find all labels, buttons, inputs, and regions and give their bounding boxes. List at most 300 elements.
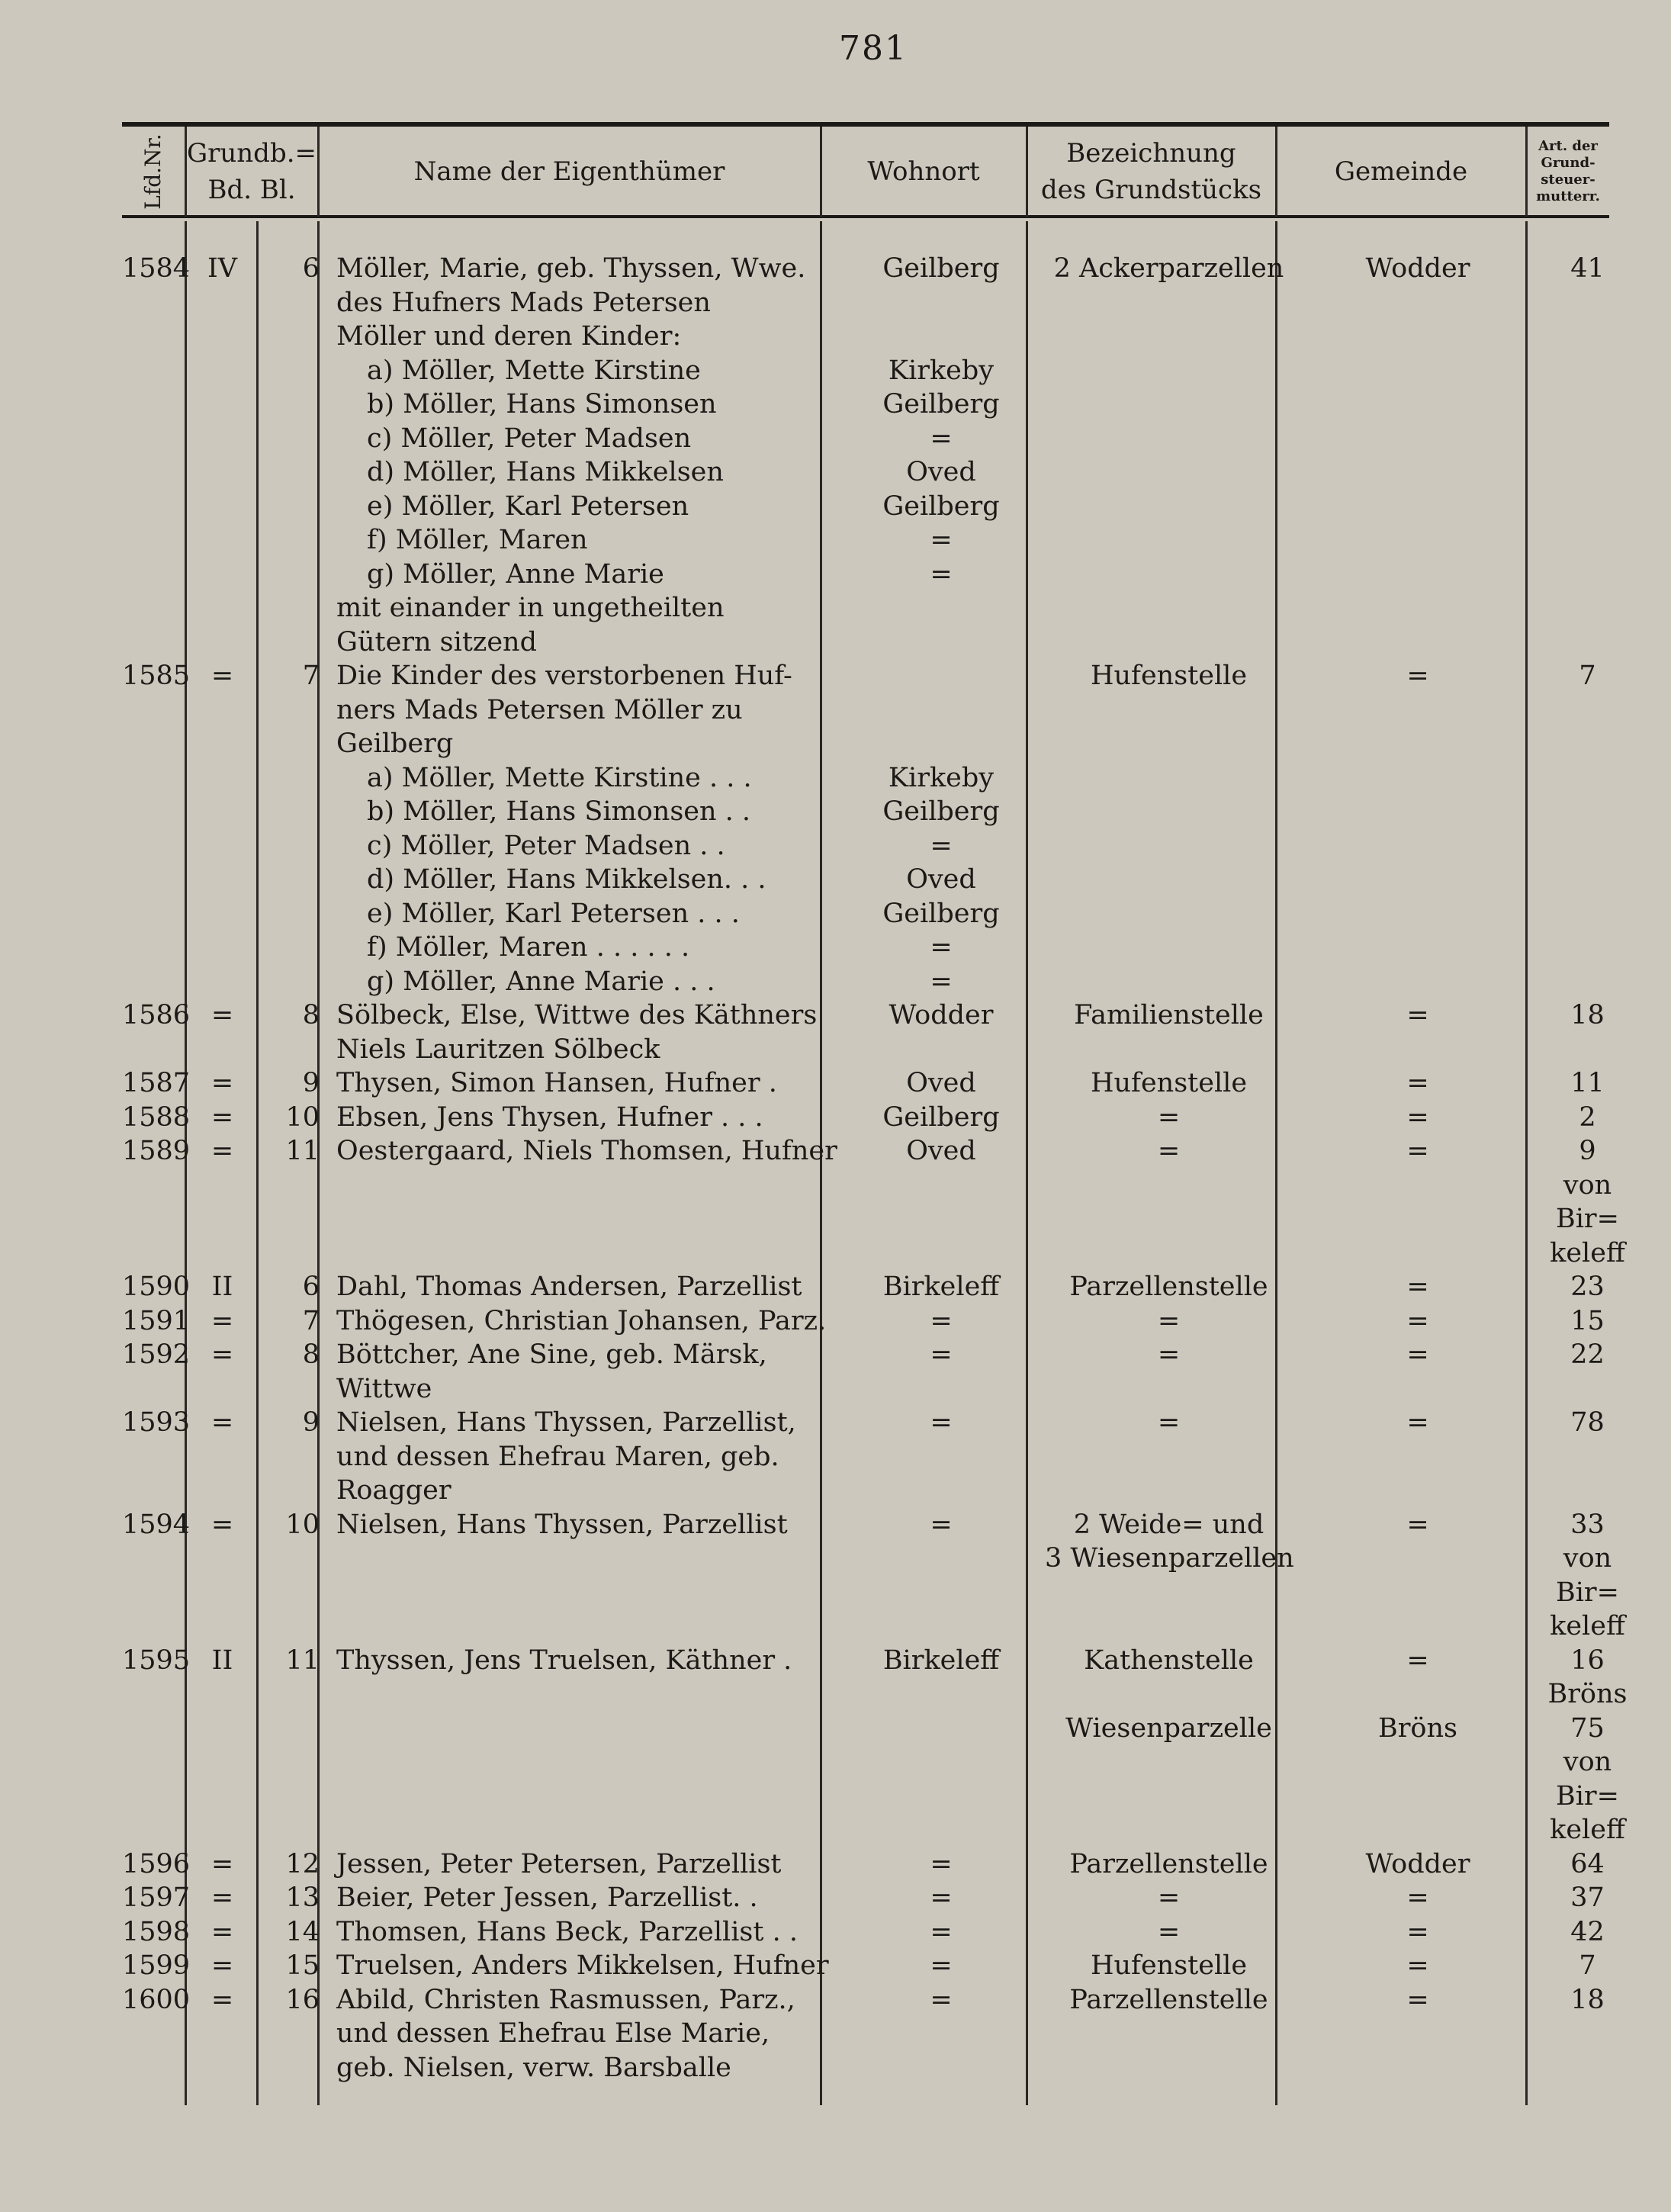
- grundbuch-band: =: [210, 1136, 234, 1166]
- grundbuch-band: IV: [207, 253, 238, 284]
- tax-article: [1543, 1270, 1632, 1304]
- grundbuch-blatt: 8: [302, 1339, 320, 1370]
- tax-article-line: 22: [1570, 1339, 1605, 1370]
- grundbuch-band: II: [211, 1645, 233, 1676]
- owner-name-line: g) Möller, Anne Marie . . .: [367, 966, 715, 997]
- municipality-line: =: [1406, 1950, 1429, 1981]
- owner-name: [327, 1101, 837, 1135]
- table-row: [122, 1644, 1632, 1712]
- header-lfd-nr: Lfd.Nr.: [140, 133, 165, 210]
- tax-article: [1543, 1066, 1632, 1101]
- residence: [837, 1915, 1045, 1950]
- residence: [837, 1406, 1045, 1508]
- table-row: [122, 1508, 1632, 1644]
- table-row: [122, 1066, 1632, 1101]
- grundbuch-band: II: [211, 1272, 233, 1302]
- owner-name-line: Wittwe: [336, 1373, 432, 1404]
- owner-name-line: mit einander in ungetheilten: [336, 593, 725, 623]
- grundbuch-blatt: 6: [302, 253, 320, 284]
- tax-article-line: von: [1563, 1747, 1612, 1777]
- grundbuch-blatt: 9: [302, 1407, 320, 1438]
- grundbuch-band: =: [210, 661, 234, 691]
- owner-name: [327, 1338, 837, 1406]
- owner-name-line: Möller und deren Kinder:: [336, 321, 682, 352]
- property-description: [1045, 1304, 1293, 1339]
- tax-article-line: 18: [1570, 1000, 1605, 1030]
- property-description-line: 3 Wiesenparzellen: [1045, 1543, 1294, 1574]
- residence: [837, 252, 1045, 659]
- property-description-line: =: [1157, 1882, 1181, 1913]
- owner-name-line: Böttcher, Ane Sine, geb. Märsk,: [336, 1339, 767, 1370]
- property-description-line: Hufenstelle: [1090, 1068, 1248, 1098]
- tax-article: [1543, 1712, 1632, 1847]
- residence-line: =: [930, 1950, 953, 1981]
- owner-name: [327, 1066, 837, 1101]
- residence-line: Geilberg: [882, 898, 1000, 929]
- header-wohnort: Wohnort: [867, 156, 980, 187]
- owner-name-line: Thomsen, Hans Beck, Parzellist . .: [336, 1916, 798, 1947]
- owner-name-line: Dahl, Thomas Andersen, Parzellist: [336, 1272, 802, 1302]
- owner-name-line: Sölbeck, Else, Wittwe des Käthners: [336, 1000, 818, 1030]
- entry-number: 1597: [122, 1882, 191, 1913]
- header-bezeichnung: Bezeichnung des Grundstücks: [1040, 138, 1262, 205]
- owner-name: [327, 998, 837, 1066]
- entry-number: 1586: [122, 1000, 191, 1030]
- residence-line: =: [930, 1509, 953, 1540]
- tax-article: [1543, 998, 1632, 1066]
- residence-line: Kirkeby: [888, 762, 995, 793]
- residence-line: =: [930, 966, 953, 997]
- residence-line: Geilberg: [882, 389, 1000, 420]
- residence-line: Geilberg: [882, 253, 1000, 284]
- table-row: [122, 659, 1632, 998]
- tax-article: [1543, 1338, 1632, 1406]
- entry-number: 1584: [122, 253, 191, 284]
- property-description: [1045, 659, 1293, 998]
- tax-article: [1543, 659, 1632, 998]
- grundbuch-blatt: 10: [285, 1509, 320, 1540]
- residence: [837, 1270, 1045, 1304]
- municipality-line: =: [1406, 1272, 1429, 1302]
- tax-article: [1543, 1101, 1632, 1135]
- residence-line: =: [930, 558, 953, 590]
- grundbuch-band: =: [210, 1305, 234, 1336]
- tax-article-line: Bröns: [1547, 1679, 1628, 1709]
- owner-name-line: geb. Nielsen, verw. Barsballe: [336, 2052, 731, 2083]
- residence-line: =: [930, 423, 953, 454]
- property-description: [1045, 998, 1293, 1066]
- residence: [837, 1712, 1045, 1847]
- tax-article-line: 18: [1570, 1984, 1605, 2015]
- owner-name-line: b) Möller, Hans Simonsen . .: [367, 796, 751, 827]
- residence-line: =: [930, 525, 953, 555]
- entry-number: 1587: [122, 1068, 191, 1098]
- owner-name: [327, 1508, 837, 1644]
- tax-article-line: 41: [1570, 253, 1605, 284]
- owner-name-line: a) Möller, Mette Kirstine: [367, 355, 701, 386]
- property-description-line: =: [1157, 1305, 1181, 1336]
- property-description: [1045, 1270, 1293, 1304]
- header-rule: [122, 215, 1609, 218]
- grundbuch-band: =: [210, 1848, 234, 1879]
- owner-name-line: Ebsen, Jens Thysen, Hufner . . .: [336, 1101, 763, 1133]
- owner-name-line: ners Mads Petersen Möller zu: [336, 694, 743, 725]
- property-description-line: Familienstelle: [1074, 1000, 1264, 1030]
- grundbuch-band: =: [210, 1882, 234, 1913]
- property-description-line: 2 Weide= und: [1073, 1509, 1264, 1540]
- residence-line: =: [930, 1848, 953, 1879]
- tax-article-line: 33: [1570, 1509, 1605, 1540]
- property-description: [1045, 1881, 1293, 1915]
- residence-line: =: [930, 1305, 953, 1336]
- entry-number: 1588: [122, 1101, 191, 1133]
- tax-article-line: 78: [1570, 1407, 1605, 1438]
- grundbuch-band: =: [210, 1407, 234, 1438]
- owner-name-line: f) Möller, Maren: [367, 525, 588, 555]
- residence-line: =: [930, 1339, 953, 1370]
- header-artikel: Art. der Grund- steuer- mutterr.: [1536, 138, 1600, 204]
- property-description-line: =: [1157, 1101, 1181, 1133]
- table-row: [122, 1983, 1632, 2085]
- owner-name: [327, 1983, 837, 2085]
- owner-name-line: und dessen Ehefrau Else Marie,: [336, 2018, 770, 2049]
- owner-name: [327, 1881, 837, 1915]
- owner-name-line: [336, 1712, 837, 1746]
- residence-line: =: [930, 1882, 953, 1913]
- property-description: [1045, 1338, 1293, 1406]
- tax-article-line: von: [1563, 1543, 1612, 1574]
- entry-number: 1585: [122, 661, 191, 691]
- residence: [837, 1338, 1045, 1406]
- property-description-line: Parzellenstelle: [1069, 1272, 1268, 1302]
- residence-line: =: [930, 1916, 953, 1947]
- tax-article: [1543, 1881, 1632, 1915]
- header-gemeinde: Gemeinde: [1334, 156, 1468, 187]
- owner-name-line: c) Möller, Peter Madsen: [367, 423, 692, 454]
- entry-number: [122, 1712, 185, 1847]
- municipality-line: Bröns: [1377, 1712, 1458, 1744]
- owner-name: [327, 1847, 837, 1882]
- residence: [837, 1983, 1045, 2085]
- municipality: [1293, 1881, 1543, 1915]
- tax-article-line: 7: [1579, 1950, 1596, 1981]
- property-description-line: Wiesenparzelle: [1065, 1712, 1272, 1744]
- tax-article-line: 9: [1579, 1136, 1596, 1166]
- tax-article: [1543, 1406, 1632, 1508]
- residence-line: Birkeleff: [882, 1272, 1000, 1302]
- tax-article-line: Bir=: [1556, 1780, 1619, 1812]
- tax-article: [1543, 1915, 1632, 1950]
- owner-name: [327, 252, 837, 659]
- residence-line: =: [930, 830, 953, 861]
- owner-name-line: Thysen, Simon Hansen, Hufner .: [336, 1068, 777, 1098]
- owner-name: [327, 1949, 837, 1983]
- property-description: [1045, 1644, 1293, 1712]
- municipality-line: =: [1406, 1136, 1429, 1166]
- residence-line: =: [930, 932, 953, 963]
- municipality: [1293, 1066, 1543, 1101]
- table-row: [122, 1270, 1632, 1304]
- municipality: [1293, 1338, 1543, 1406]
- owner-name-line: e) Möller, Karl Petersen: [367, 490, 689, 522]
- grundbuch-blatt: 11: [285, 1645, 320, 1676]
- table-row: [122, 1338, 1632, 1406]
- grundbuch-band: =: [210, 1984, 234, 2015]
- property-description-line: 2 Ackerparzellen: [1053, 253, 1284, 284]
- municipality-line: =: [1406, 1916, 1429, 1947]
- grundbuch-blatt: 15: [285, 1950, 320, 1981]
- property-description-line: Parzellenstelle: [1069, 1984, 1268, 2015]
- table-row: [122, 1915, 1632, 1950]
- table-row: [122, 1712, 1632, 1847]
- municipality: [1293, 1406, 1543, 1508]
- tax-article: [1543, 1304, 1632, 1339]
- owner-name-line: Möller, Marie, geb. Thyssen, Wwe.: [336, 253, 806, 284]
- residence-line: [837, 727, 1045, 761]
- owner-name: [327, 1304, 837, 1339]
- table-row: [122, 1134, 1632, 1270]
- municipality: [1293, 1712, 1543, 1847]
- owner-name-line: d) Möller, Hans Mikkelsen. . .: [367, 864, 766, 895]
- owner-name-line: e) Möller, Karl Petersen . . .: [367, 898, 740, 929]
- register-rows: [122, 252, 1632, 2085]
- owner-name-line: c) Möller, Peter Madsen . .: [367, 830, 725, 861]
- residence-line: [837, 286, 1045, 320]
- municipality: [1293, 1101, 1543, 1135]
- residence: [837, 1949, 1045, 1983]
- tax-article-line: 23: [1570, 1272, 1605, 1302]
- grundbuch-band: =: [210, 1509, 234, 1540]
- municipality-line: =: [1406, 1339, 1429, 1370]
- municipality-line: =: [1406, 1068, 1429, 1098]
- municipality: [1293, 1134, 1543, 1270]
- residence-line: Geilberg: [882, 1101, 1000, 1133]
- owner-name-line: Thyssen, Jens Truelsen, Käthner .: [336, 1645, 792, 1676]
- owner-name: [327, 659, 837, 998]
- owner-name-line: Oestergaard, Niels Thomsen, Hufner: [336, 1136, 837, 1166]
- municipality-line: =: [1406, 1101, 1429, 1133]
- residence-line: Oved: [906, 1136, 976, 1166]
- grundbuch-blatt: 14: [285, 1916, 320, 1947]
- municipality-line: =: [1406, 1984, 1429, 2015]
- tax-article-line: 11: [1570, 1068, 1605, 1098]
- owner-name-line: b) Möller, Hans Simonsen: [367, 389, 717, 420]
- grundbuch-band: =: [210, 1068, 234, 1098]
- grundbuch-band: =: [210, 1339, 234, 1370]
- residence: [837, 998, 1045, 1066]
- residence-line: =: [930, 1984, 953, 2015]
- grundbuch-blatt: 11: [285, 1136, 320, 1166]
- property-description-line: =: [1157, 1339, 1181, 1370]
- entry-number: 1596: [122, 1848, 191, 1879]
- municipality-line: Wodder: [1365, 1848, 1470, 1879]
- property-description: [1045, 1508, 1293, 1644]
- property-description-line: =: [1157, 1407, 1181, 1438]
- owner-name: [327, 1406, 837, 1508]
- tax-article-line: keleff: [1550, 1611, 1625, 1641]
- owner-name-line: und dessen Ehefrau Maren, geb.: [336, 1441, 779, 1472]
- owner-name-line: Truelsen, Anders Mikkelsen, Hufner: [336, 1950, 829, 1981]
- residence-line: [837, 693, 1045, 728]
- municipality-line: =: [1406, 1509, 1429, 1540]
- grundbuch-band: =: [210, 1916, 234, 1947]
- residence: [837, 659, 1045, 998]
- owner-name-line: Jessen, Peter Petersen, Parzellist: [336, 1848, 782, 1879]
- tax-article: [1543, 1847, 1632, 1882]
- municipality-line: Wodder: [1365, 253, 1470, 284]
- grundbuch-band: =: [210, 1000, 234, 1030]
- grundbuch-blatt: 7: [302, 661, 320, 691]
- entry-number: 1590: [122, 1272, 191, 1302]
- municipality: [1293, 1915, 1543, 1950]
- grundbuch-blatt: 10: [285, 1101, 320, 1133]
- residence-line: Birkeleff: [882, 1645, 1000, 1676]
- grundbuch-blatt: 8: [302, 1000, 320, 1030]
- owner-name: [327, 1270, 837, 1304]
- grundbuch-blatt: 12: [285, 1848, 320, 1879]
- entry-number: 1595: [122, 1645, 191, 1676]
- municipality-line: =: [1406, 1882, 1429, 1913]
- owner-name-line: d) Möller, Hans Mikkelsen: [367, 457, 724, 487]
- municipality: [1293, 998, 1543, 1066]
- residence: [837, 1134, 1045, 1270]
- property-description: [1045, 1406, 1293, 1508]
- tax-article-line: keleff: [1550, 1815, 1625, 1845]
- property-description-line: Hufenstelle: [1090, 1950, 1248, 1981]
- residence-line: [837, 659, 1045, 693]
- municipality: [1293, 659, 1543, 998]
- owner-name-line: Beier, Peter Jessen, Parzellist. .: [336, 1882, 758, 1913]
- residence-line: Wodder: [889, 1000, 994, 1030]
- property-description-line: =: [1157, 1136, 1181, 1166]
- entry-number: 1598: [122, 1916, 191, 1947]
- owner-name-line: Nielsen, Hans Thyssen, Parzellist: [336, 1509, 788, 1540]
- owner-name: [327, 1134, 837, 1270]
- property-description: [1045, 1983, 1293, 2085]
- tax-article: [1543, 1508, 1632, 1644]
- residence: [837, 1304, 1045, 1339]
- entry-number: 1589: [122, 1136, 191, 1166]
- grundbuch-band: =: [210, 1950, 234, 1981]
- entry-number: 1600: [122, 1984, 191, 2015]
- residence: [837, 1644, 1045, 1712]
- table-row: [122, 1949, 1632, 1983]
- entry-number: 1593: [122, 1407, 191, 1438]
- residence-line: Oved: [906, 864, 976, 895]
- municipality-line: =: [1406, 1305, 1429, 1336]
- municipality: [1293, 1644, 1543, 1712]
- property-description: [1045, 252, 1293, 659]
- owner-name-line: Gütern sitzend: [336, 626, 537, 657]
- residence: [837, 1881, 1045, 1915]
- property-description-line: =: [1157, 1916, 1181, 1947]
- tax-article: [1543, 1983, 1632, 2085]
- property-description: [1045, 1847, 1293, 1882]
- property-description: [1045, 1915, 1293, 1950]
- residence-line: Geilberg: [882, 796, 1000, 827]
- residence-line: [837, 1712, 1045, 1746]
- tax-article-line: 15: [1570, 1305, 1605, 1336]
- tax-article-line: 2: [1579, 1101, 1596, 1133]
- tax-article: [1543, 1949, 1632, 1983]
- owner-name-line: Abild, Christen Rasmussen, Parz.,: [336, 1984, 795, 2015]
- residence-line: [837, 320, 1045, 354]
- residence-line: Oved: [906, 457, 976, 487]
- page-number: 781: [839, 29, 908, 68]
- grundbuch-blatt: 7: [302, 1305, 320, 1336]
- residence-line: =: [930, 1407, 953, 1438]
- municipality: [1293, 1508, 1543, 1644]
- residence: [837, 1508, 1045, 1644]
- entry-number: 1594: [122, 1509, 191, 1540]
- entry-number: 1591: [122, 1305, 191, 1336]
- residence: [837, 1101, 1045, 1135]
- tax-article-line: 16: [1570, 1645, 1605, 1676]
- tax-article-line: 37: [1570, 1882, 1605, 1913]
- property-description: [1045, 1949, 1293, 1983]
- grundbuch-blatt: 13: [285, 1882, 320, 1913]
- property-description-line: Kathenstelle: [1084, 1645, 1254, 1676]
- grundbuch-blatt: 16: [285, 1984, 320, 2015]
- property-description-line: Hufenstelle: [1090, 661, 1248, 691]
- owner-name-line: Nielsen, Hans Thyssen, Parzellist,: [336, 1407, 796, 1438]
- table-row: [122, 1847, 1632, 1882]
- residence-line: Geilberg: [882, 490, 1000, 522]
- owner-name-line: des Hufners Mads Petersen: [336, 287, 711, 318]
- owner-name: [327, 1915, 837, 1950]
- tax-article-line: 7: [1579, 661, 1596, 691]
- municipality-line: =: [1406, 661, 1429, 691]
- owner-name-line: Niels Lauritzen Sölbeck: [336, 1034, 660, 1065]
- grundbuch-band: [185, 1712, 259, 1847]
- tax-article-line: von: [1563, 1169, 1612, 1201]
- tax-article-line: Bir=: [1556, 1204, 1619, 1234]
- property-description-line: Parzellenstelle: [1069, 1848, 1268, 1879]
- residence-line: Oved: [906, 1068, 976, 1098]
- entry-number: 1592: [122, 1339, 191, 1370]
- table-row: [122, 1881, 1632, 1915]
- municipality: [1293, 1983, 1543, 2085]
- municipality-line: =: [1406, 1000, 1429, 1030]
- municipality-line: =: [1406, 1407, 1429, 1438]
- tax-article-line: 64: [1570, 1848, 1605, 1879]
- grundbuch-blatt: [259, 1712, 327, 1847]
- owner-name-line: g) Möller, Anne Marie: [367, 558, 664, 590]
- owner-name-line: Geilberg: [336, 728, 454, 759]
- residence: [837, 1847, 1045, 1882]
- register-table: [122, 122, 1628, 2181]
- owner-name-line: Thögesen, Christian Johansen, Parz.: [336, 1305, 827, 1336]
- tax-article: [1543, 1134, 1632, 1270]
- grundbuch-band: =: [210, 1101, 234, 1133]
- table-row: [122, 998, 1632, 1066]
- tax-article-line: Bir=: [1556, 1577, 1619, 1608]
- tax-article: [1543, 252, 1632, 659]
- tax-article-line: 75: [1570, 1712, 1605, 1744]
- residence-line: Kirkeby: [888, 355, 995, 386]
- grundbuch-blatt: 6: [302, 1272, 320, 1302]
- property-description: [1045, 1712, 1293, 1847]
- table-row: [122, 1406, 1632, 1508]
- property-description: [1045, 1101, 1293, 1135]
- table-row: [122, 252, 1632, 659]
- residence: [837, 1066, 1045, 1101]
- owner-name: [327, 1644, 837, 1712]
- municipality: [1293, 1949, 1543, 1983]
- entry-number: 1599: [122, 1950, 191, 1981]
- owner-name-line: Die Kinder des verstorbenen Huf-: [336, 661, 792, 691]
- table-row: [122, 1101, 1632, 1135]
